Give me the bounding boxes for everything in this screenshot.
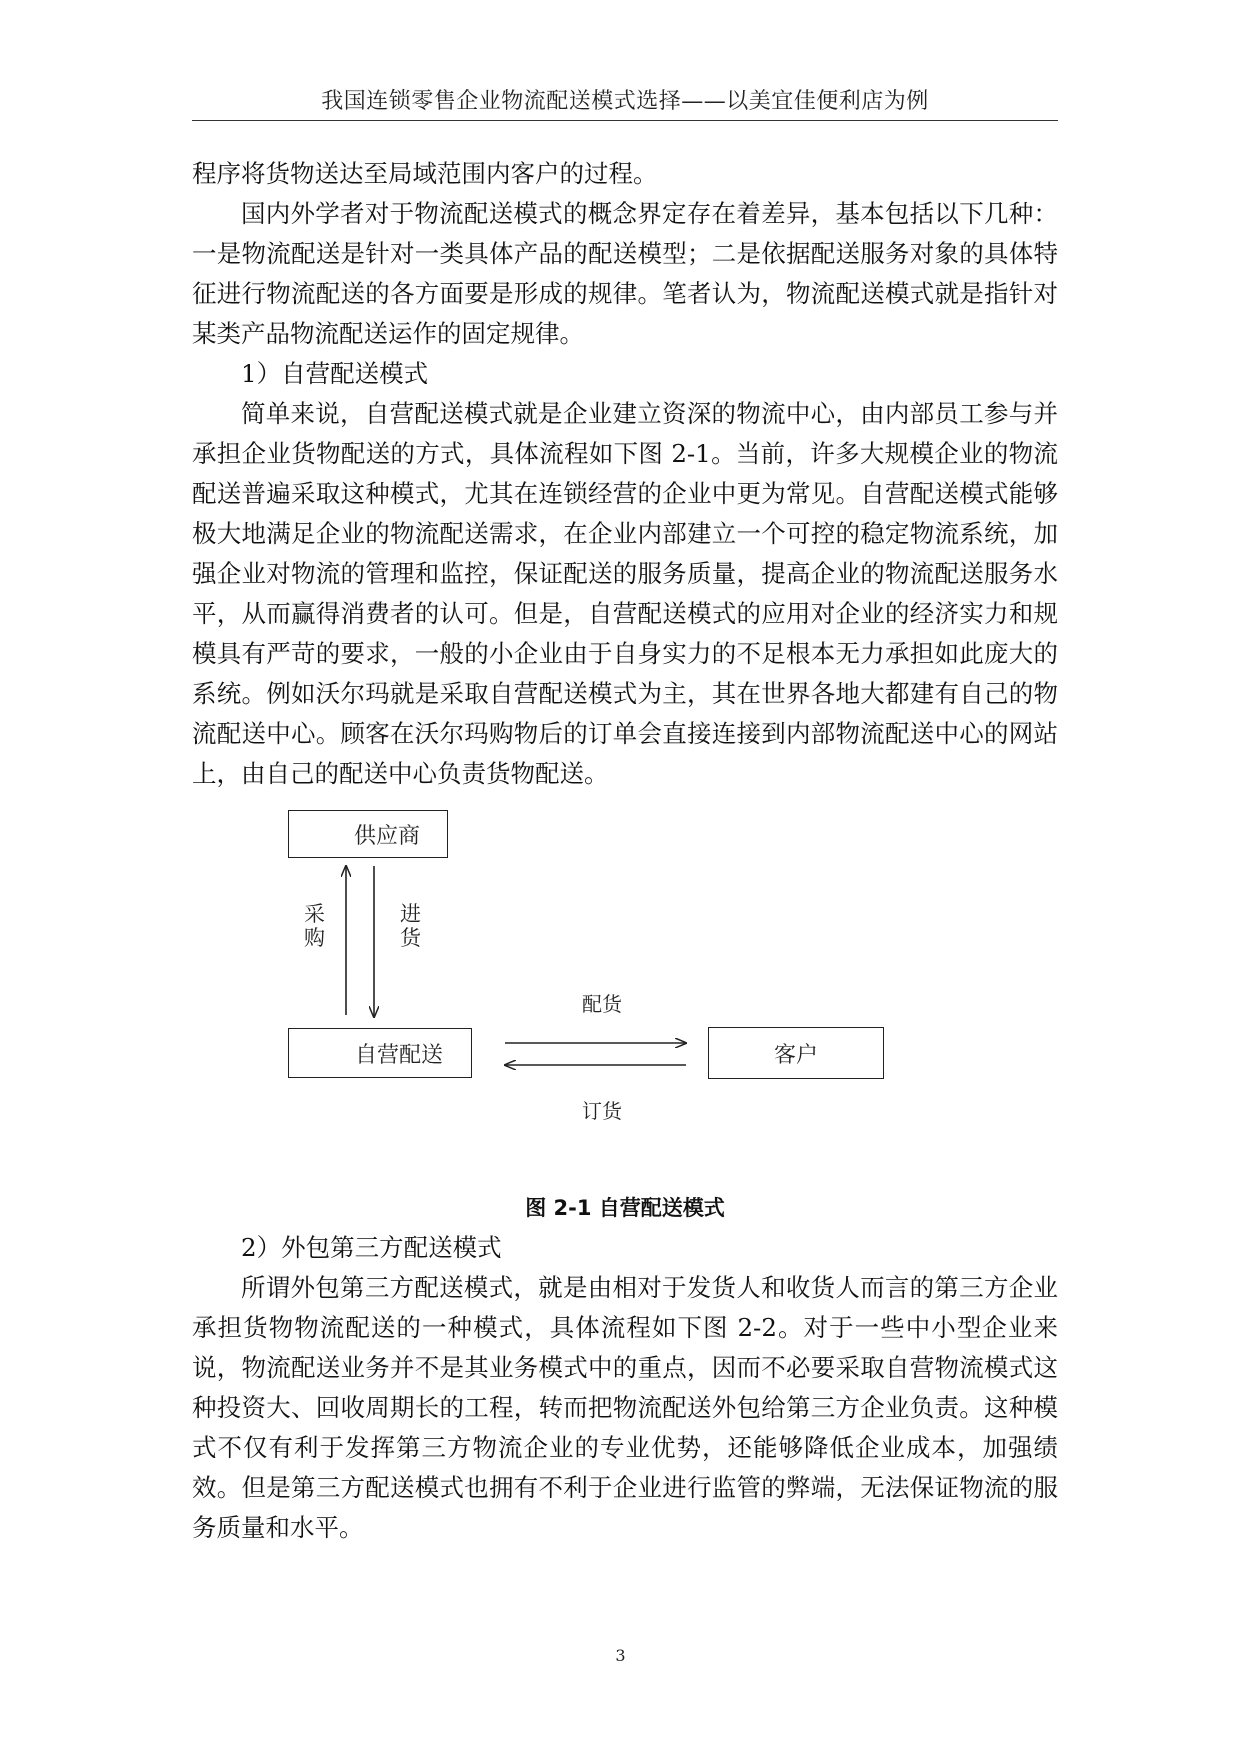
header-rule	[192, 120, 1058, 121]
section-heading: 2）外包第三方配送模式	[241, 1233, 502, 1262]
section-heading: 1）自营配送模式	[241, 359, 429, 388]
paragraph: 程序将货物送达至局域范围内客户的过程。	[192, 159, 658, 188]
supplier-label: 供应商	[353, 823, 420, 849]
body-text-top	[192, 154, 1058, 794]
self-operated-label: 自营配送	[354, 1042, 443, 1068]
order-label: 订货	[582, 1099, 622, 1123]
figure-caption: 图 2-1 自营配送模式	[525, 1196, 725, 1220]
body-text-bottom	[192, 1228, 1058, 1548]
customer-box	[708, 1027, 884, 1079]
self-operated-box	[288, 1028, 472, 1078]
paragraph: 国内外学者对于物流配送模式的概念界定存在着差异，基本包括以下几种：一是物流配送是针对一类具体产品的配送模型；二是依据配送服务对象的具体特征进行物流配送的各方面要是形成的规律。笔者认为，物流配送模式就是指针对某类产品物流配送运作的固定规律。	[192, 199, 1058, 348]
stock-in-label: 进货	[400, 902, 421, 950]
paragraph: 所谓外包第三方配送模式，就是由相对于发货人和收货人而言的第三方企业承担货物物流配送的一种模式，具体流程如下图 2-2。对于一些中小型企业来说，物流配送业务并不是其业务模式中的重点，因而不必要采取自营物流模式这种投资大、回收周期长的工程，转而把物流配送外包给第三方企业负责。这种模式不仅有利于发挥第三方物流企业的专业优势，还能够降低企业成本，加强绩效。但是第三方配送模式也拥有不利于企业进行监管的弊端，无法保证物流的服务质量和水平。	[192, 1273, 1058, 1542]
self-operated-delivery-diagram	[300, 820, 920, 1140]
running-header: 我国连锁零售企业物流配送模式选择——以美宜佳便利店为例	[321, 89, 929, 114]
purchase-label: 采购	[304, 902, 325, 950]
delivery-label: 配货	[582, 992, 622, 1016]
supplier-box	[288, 810, 448, 858]
paragraph: 简单来说，自营配送模式就是企业建立资深的物流中心，由内部员工参与并承担企业货物配送的方式，具体流程如下图 2-1。当前，许多大规模企业的物流配送普遍采取这种模式，尤其在连锁经营的企业中更为常见。自营配送模式能够极大地满足企业的物流配送需求，在企业内部建立一个可控的稳定物流系统，加强企业对物流的管理和监控，保证配送的服务质量，提高企业的物流配送服务水平，从而赢得消费者的认可。但是，自营配送模式的应用对企业的经济实力和规模具有严苛的要求，一般的小企业由于自身实力的不足根本无力承担如此庞大的系统。例如沃尔玛就是采取自营配送模式为主，其在世界各地大都建有自己的物流配送中心。顾客在沃尔玛购物后的订单会直接连接到内部物流配送中心的网站上，由自己的配送中心负责货物配送。	[192, 399, 1058, 788]
diagram-arrows	[300, 820, 920, 1140]
customer-label: 客户	[773, 1042, 818, 1068]
page-number: 3	[615, 1646, 626, 1665]
